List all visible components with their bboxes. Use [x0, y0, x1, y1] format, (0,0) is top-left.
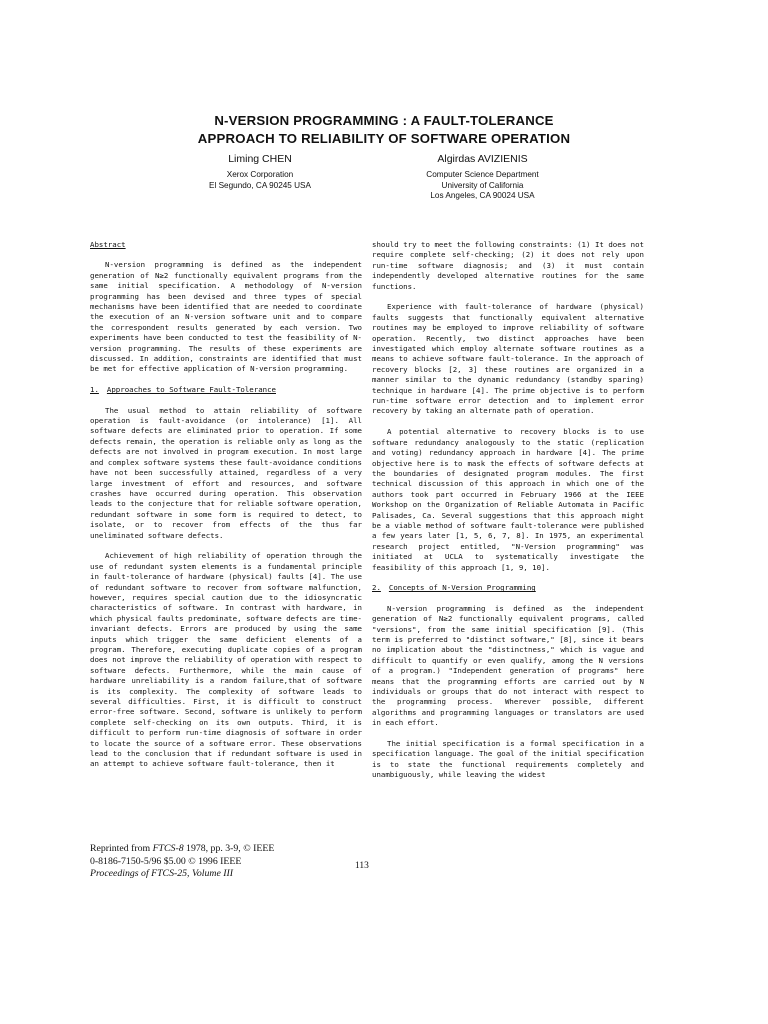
section-2-heading: [372, 583, 644, 593]
proceedings-line: Proceedings of FTCS-25, Volume III: [90, 868, 234, 879]
title-line-2: APPROACH TO RELIABILITY OF SOFTWARE OPERATION: [197, 131, 571, 146]
body-paragraph: N-version programming is defined as the independent generation of N≥2 functionally equivalent programs, called "versions", from the same initial specification [9]. (This term is preferred to "distinct software," [8], since it bears no implication about the "distinctness," which is vague and difficult to quantify or even qualify, among the N versions of a program.) "Independent generation of programs" here means that the programming efforts are carried out by N individuals or groups that do not interact with respect to the programming process. Wherever possible, different algorithms and programming languages or translators are used in each effort.: [372, 603, 644, 728]
author-affiliation-line: Los Angeles, CA 90024 USA: [430, 191, 535, 200]
section-1-heading: [90, 385, 362, 395]
author-block-2: [385, 152, 580, 202]
body-paragraph: The usual method to attain reliability of software operation is fault-avoidance (or intolerance) [1]. All software defects are eliminated prior to operation. If some defects remain, the operation is reliable only as long as the defects are not involved in program execution. In most large and complex software systems these fault-avoidance conditions have not been successfully attained, regardless of a very large investment of effort and resources, and software crashes have occurred during operation. This observation leads to the conjecture that for reliable software operation, redundant software in some form is required to detect, to isolate, or to recover from effects of the thus far uneliminated software defects.: [90, 405, 362, 540]
author-name: Algirdas AVIZIENIS: [437, 153, 528, 165]
author-affiliation-line: Xerox Corporation: [226, 170, 294, 179]
left-column: [90, 240, 362, 780]
title-line-1: N-VERSION PROGRAMMING : A FAULT-TOLERANCE: [214, 113, 554, 128]
paper-title: [150, 112, 618, 148]
body-paragraph: The initial specification is a formal specification in a specification language. The goal of the initial specification is to state the functional requirements completely and unambiguously, while leaving the widest: [372, 739, 644, 780]
author-affiliation-line: El Segundo, CA 90245 USA: [209, 180, 311, 190]
right-column: [372, 240, 644, 791]
author-affiliation-line: Computer Science Department: [426, 170, 539, 179]
section-title: Concepts of N-Version Programming: [388, 583, 536, 593]
section-number: 1.: [90, 385, 99, 395]
body-paragraph: A potential alternative to recovery blocks is to use software redundancy analogously to the static (replication and voting) redundancy approach in hardware [4]. The prime objective here is to mask the effects of software defects at the boundaries of designated program modules. The first technical discussion of this approach in which one of the authors took part occurred in February 1966 at the IEEE Workshop on the Organization of Reliable Automata in Pacific Palisades, Ca. Several suggestions that this approach might be a viable method of software fault-tolerance were published a few years later [1, 5, 6, 7, 8]. In 1975, an experimental research project entitled, "N-Version programming" was initiated at UCLA to systematically investigate the feasibility of this approach [1, 9, 10].: [372, 427, 644, 572]
section-number: 2.: [372, 583, 381, 593]
author-name: Liming CHEN: [228, 153, 292, 165]
isbn-line: 0-8186-7150-5/96 $5.00 © 1996 IEEE: [90, 855, 242, 867]
body-paragraph: Achievement of high reliability of operation through the use of redundant system elements is a fundamental principle in fault-tolerance of hardware (physical) faults [4]. The use of redundant software to recover from software malfunction, however, requires special caution due to the idiosyncratic characteristics of software. In contrast with hardware, in which physical faults predominate, software defects are time-invariant defects. Errors are produced by using the same inputs which trigger the same deficient elements of a program. Therefore, executing duplicate copies of a program does not improve the reliability of operation with respect to software defects. Furthermore, while the main cause of hardware unreliability is a random failure,that of software is its complexity. The complexity of software leads to several difficulties. First, it is difficult to construct error-free software. Second, software is unlikely to perform complete self-checking on its own outputs. Third, it is difficult to perform run-time diagnosis of software in order to locate the source of a software error. These observations lead to the conclusion that if redundant software is used in an attempt to achieve software fault-tolerance, then it: [90, 551, 362, 769]
body-paragraph: Experience with fault-tolerance of hardware (physical) faults suggests that functionally equivalent alternative routines may be employed to improve reliability of software operation. Recently, two distinct approaches have been investigated which employ alternate software routines as a means to achieve software fault-tolerance. In the approach of recovery blocks [2, 3] these routines are organized in a manner similar to the dynamic redundancy (standby sparing) technique in hardware [4]. The prime objective is to perform run-time software error detection and to implement error recovery by taking an alternate path of operation.: [372, 302, 644, 416]
abstract-text: N-version programming is defined as the independent generation of N≥2 functionally equivalent programs from the same initial specification. A methodology of N-version programming has been devised and three types of special mechanisms have been identified that are needed to coordinate the execution of an N-version software unit and to compare the correspondent results generated by each version. Two experiments have been conducted to test the feasibility of N-version programming. The results of these experiments are discussed. In addition, constraints are identified that must be met for effective application of N-version programming.: [90, 260, 362, 374]
body-paragraph-continued: should try to meet the following constraints: (1) It does not require complete self-checking; (2) it does not rely upon run-time software diagnosis; and (3) it must contain independently developed alternative routines for the same functions.: [372, 240, 644, 291]
page-number: 113: [355, 861, 369, 871]
author-block-1: [180, 152, 340, 191]
abstract-heading: Abstract: [90, 240, 126, 249]
reprint-footer: [90, 843, 274, 881]
section-title: Approaches to Software Fault-Tolerance: [106, 385, 276, 395]
author-affiliation-line: University of California: [441, 180, 524, 190]
reprint-line: Reprinted from FTCS-8 1978, pp. 3-9, © IEEE: [90, 843, 275, 854]
